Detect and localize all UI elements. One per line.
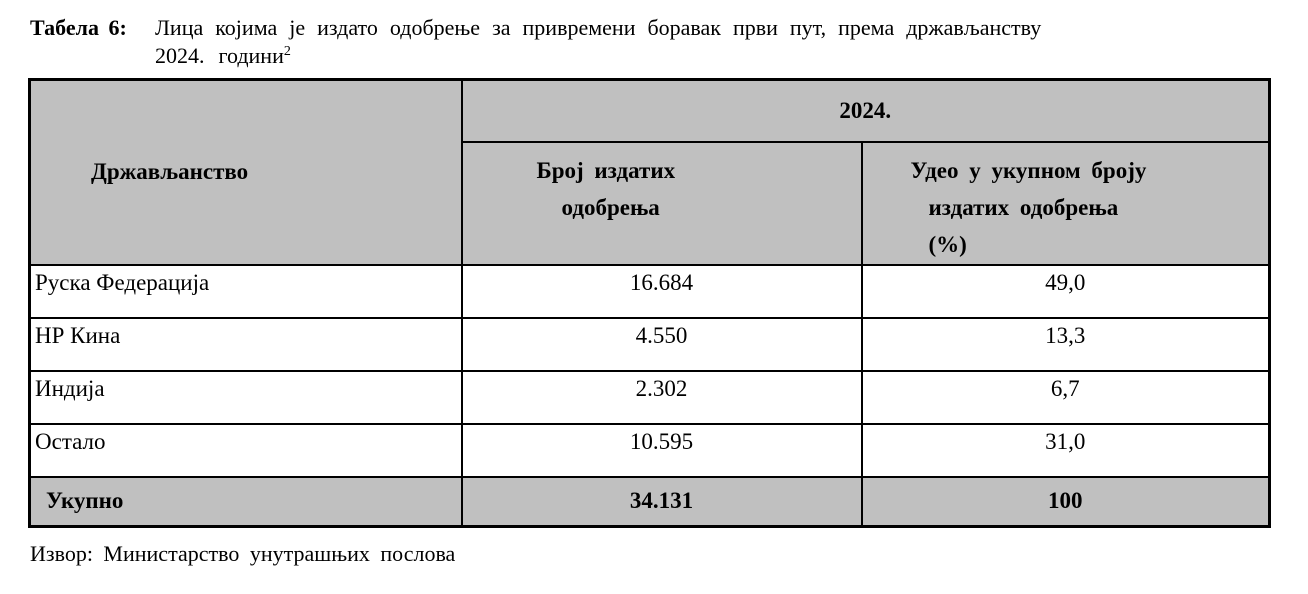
header-citizenship: Држављанство (30, 80, 462, 265)
cell-count: 4.550 (462, 318, 862, 371)
cell-country: Индија (30, 371, 462, 424)
cell-share: 13,3 (862, 318, 1270, 371)
table-title-label: Табела 6: (30, 15, 127, 40)
cell-share: 31,0 (862, 424, 1270, 477)
cell-count: 2.302 (462, 371, 862, 424)
cell-share: 49,0 (862, 265, 1270, 318)
table-title (30, 14, 1225, 70)
cell-country: Остало (30, 424, 462, 477)
title-word: години (218, 43, 284, 68)
source-note: Извор: Министарство унутрашњих послова (30, 541, 456, 566)
table-title-line2 (155, 43, 291, 68)
header-count-line2: одобрења (561, 194, 660, 220)
header-year: 2024. (462, 80, 1270, 142)
cell-country: Руска Федерација (30, 265, 462, 318)
title-year: 2024. (155, 43, 205, 68)
table-row-russia (30, 265, 1270, 318)
cell-country: НР Кина (30, 318, 462, 371)
table-row-china (30, 318, 1270, 371)
footnote-reference: 2 (283, 44, 291, 59)
table-row-other (30, 424, 1270, 477)
header-year-row (30, 80, 1270, 142)
total-label: Укупно (30, 477, 462, 527)
table-row-india (30, 371, 1270, 424)
table-row-total (30, 477, 1270, 527)
cell-count: 16.684 (462, 265, 862, 318)
table-title-text (155, 14, 1225, 70)
header-share (862, 142, 1270, 265)
header-count (462, 142, 862, 265)
header-share-line3: (%) (928, 231, 967, 257)
header-count-line1: Број издатих (536, 157, 676, 183)
table-title-line1: Лица којима је издато одобрење за привремени боравак први пут, према држављанству (155, 15, 1042, 40)
header-share-line2: издатих одобрења (928, 194, 1119, 220)
cell-count: 10.595 (462, 424, 862, 477)
header-share-line1: Удео у укупном броју (910, 157, 1147, 183)
total-share: 100 (862, 477, 1270, 527)
total-count: 34.131 (462, 477, 862, 527)
residence-permits-table (28, 78, 1271, 528)
cell-share: 6,7 (862, 371, 1270, 424)
